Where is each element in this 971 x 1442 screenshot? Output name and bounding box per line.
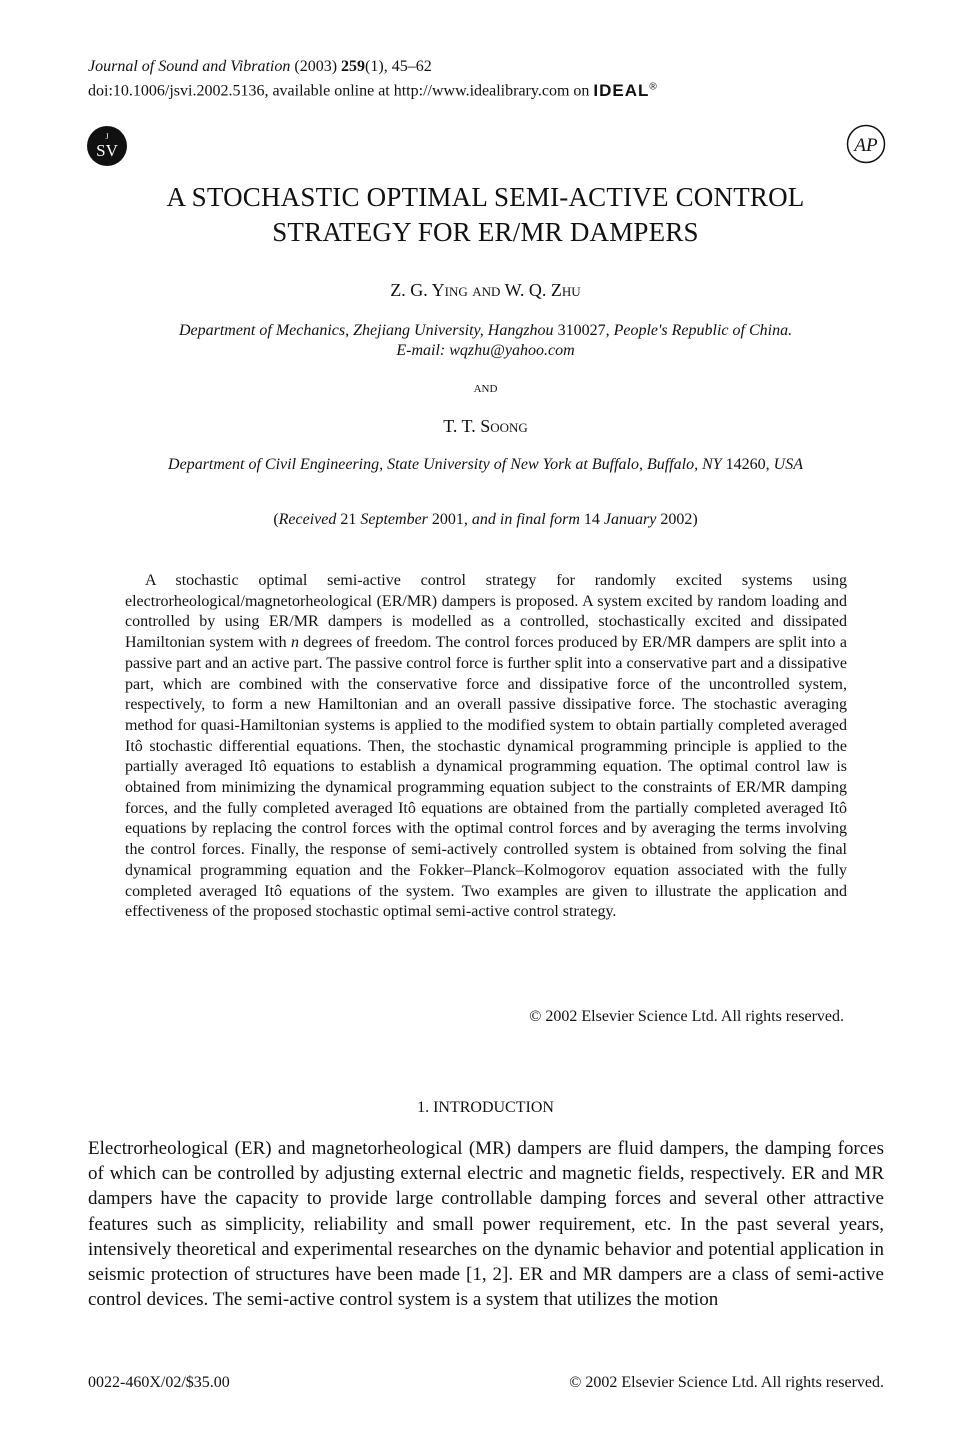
final-form-label: and in final form: [471, 511, 580, 528]
journal-name: Journal of Sound and Vibration: [88, 58, 291, 75]
affiliation-2: [40, 455, 931, 475]
journal-volume: 259: [341, 58, 366, 75]
title-line-2: STRATEGY FOR ER/MR DAMPERS: [272, 217, 699, 247]
received-month: September: [360, 511, 428, 528]
received-day: 21: [340, 511, 357, 528]
abstract-variable-n: n: [290, 634, 299, 652]
affiliation-2-country: USA: [773, 456, 803, 473]
and-separator: and: [473, 380, 498, 396]
sv-logo-text: SV: [96, 141, 118, 160]
ap-logo-icon: [846, 124, 886, 164]
footer-issn: 0022-460X/02/$35.00: [88, 1374, 230, 1391]
author-email: E-mail: wqzhu@yahoo.com: [396, 342, 575, 359]
intro-paragraph: Electrorheological (ER) and magnetorheological (MR) dampers are fluid dampers, the damping forces of which can be controlled by adjusting external electric and magnetic fields, respectively. ER and MR dampers have the capacity to provide large controllable damping forces and several other attractive features such as simplicity, reliability and small power requirement, etc. In the past several years, intensively theoretical and experimental researches on the dynamic behavior and potential application in seismic protection of structures have been made [1, 2]. ER and MR dampers are a class of semi-active control devices. The semi-active control system is a system that utilizes the motion: [88, 1138, 884, 1311]
footer-copyright: © 2002 Elsevier Science Ltd. All rights reserved.: [569, 1374, 884, 1391]
abstract-part-1: A stochastic optimal semi-active control strategy for randomly excited systems using electrorheological/magnetorheological (ER/MR) dampers is proposed. A system excited by random loading and controlled by using ER/MR dampers is modelled as a controlled, stochastically excited and dissipated Hamiltonian system with: [125, 572, 847, 652]
affiliation-1: [80, 321, 891, 361]
journal-header: [88, 57, 658, 102]
doi-line: [88, 77, 658, 102]
sv-logo-icon: [86, 125, 128, 167]
ap-logo-text: AP: [854, 135, 878, 156]
affiliation-1-dept: Department of Mechanics, Zhejiang University, Hangzhou: [178, 322, 554, 339]
sv-logo-small: J: [105, 132, 109, 141]
affiliation-1-country: People's Republic of China.: [613, 322, 793, 339]
affiliation-2-zip: 14260,: [725, 456, 770, 473]
registered-mark: ®: [649, 81, 658, 92]
author-group-1: Z. G. Ying and W. Q. Zhu: [390, 280, 581, 300]
journal-issue-pages: (1), 45–62: [365, 58, 432, 75]
author-group-2: T. T. Soong: [443, 416, 528, 436]
journal-citation: [88, 57, 658, 77]
abstract: [125, 571, 847, 923]
affiliation-1-line: [80, 321, 891, 341]
ideal-logo: [593, 81, 657, 100]
received-year: 2001,: [431, 511, 468, 528]
received-label: Received: [278, 511, 337, 528]
paper-title: [0, 180, 971, 250]
title-line-1: A STOCHASTIC OPTIMAL SEMI-ACTIVE CONTROL: [166, 182, 805, 212]
ideal-logo-text: IDEAL: [593, 80, 650, 100]
final-month: January: [603, 511, 657, 528]
section-heading: 1. INTRODUCTION: [417, 1099, 554, 1116]
final-year: 2002): [660, 511, 698, 528]
received-open-paren: (: [273, 511, 279, 528]
affiliation-1-zip: 310027,: [557, 322, 610, 339]
final-day: 14: [583, 511, 600, 528]
abstract-copyright: © 2002 Elsevier Science Ltd. All rights reserved.: [529, 1008, 844, 1025]
doi-text: doi:10.1006/jsvi.2002.5136, available online at http://www.idealibrary.com on: [88, 82, 590, 100]
abstract-part-2: degrees of freedom. The control forces produced by ER/MR dampers are split into a passive part and an active part. The passive control force is further split into a conservative part and a dissipative part, which are combined with the conservative force and dissipative force of the uncontrolled system, respectively, to form a new Hamiltonian and an overall passive dissipative force. The stochastic averaging method for quasi-Hamiltonian systems is applied to the modified system to obtain partially completed averaged Itô stochastic differential equations. Then, the stochastic dynamical programming principle is applied to the partially averaged Itô equations to establish a dynamical programming equation. The optimal control law is obtained from minimizing the dynamical programming equation subject to the constraints of ER/MR damping forces, and the fully completed averaged Itô equations are obtained from the partially completed averaged Itô equations by replacing the control forces with the optimal control forces and by averaging the terms involving the control forces. Finally, the response of semi-actively controlled system is obtained from solving the final dynamical programming equation and the Fokker–Planck–Kolmogorov equation associated with the fully completed averaged Itô equations of the system. Two examples are given to illustrate the application and effectiveness of the proposed stochastic optimal semi-active control strategy.: [125, 634, 848, 921]
journal-year: (2003): [294, 58, 338, 75]
received-dates: [0, 511, 971, 529]
affiliation-2-dept: Department of Civil Engineering, State University of New York at Buffalo, Buffalo, NY: [168, 456, 722, 473]
